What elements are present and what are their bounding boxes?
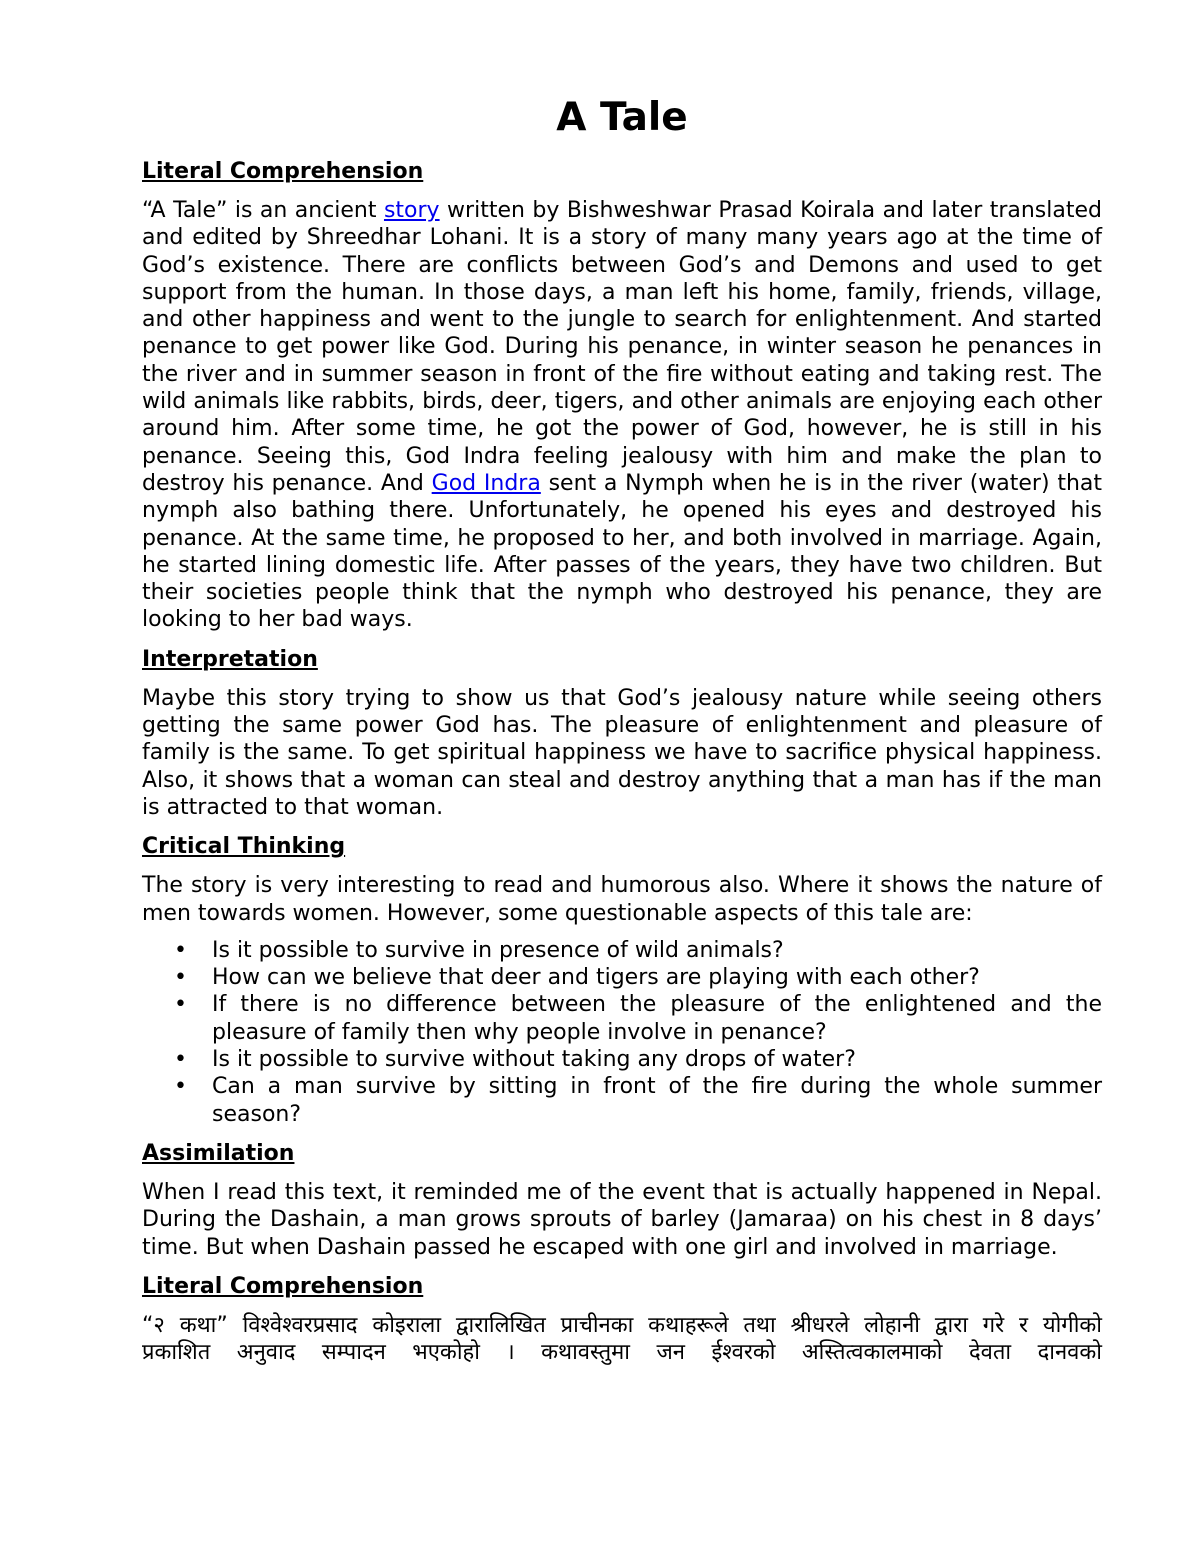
interpretation-paragraph: Maybe this story trying to show us that God’s jealousy nature while seeing others getting the same power God has. The pleasure of enlightenment and pleasure of family is the same. To get spiritual happiness we have to sacrifice physical happiness. Also, it shows that a woman can steal and destroy anything that a man has if the man is attracted to that woman. [142,685,1102,820]
god-indra-link[interactable]: God Indra [431,470,541,496]
bullet-icon: • [174,965,187,991]
section-heading-critical-thinking: Critical Thinking [142,834,346,860]
section-heading-literal: Literal Comprehension [142,159,424,184]
nepali-text-line-1: “२ कथा” विश्वेश्वरप्रसाद कोइराला द्वारालिखित प्राचीनका कथाहरूले तथा श्रीधरले लोहानी द्वारा गरे र योगीको [142,1312,1102,1338]
bullet-icon: • [174,992,187,1018]
list-item: • If there is no difference between the pleasure of the enlightened and the pleasure of family then why people involve in penance? [174,992,1102,1045]
questions-list [142,937,1102,1128]
list-item: • How can we believe that deer and tigers are playing with each other? [174,965,980,991]
literal-text-mid: written by Bishweshwar Prasad Koirala and later translated and edited by Shreedhar Lohani. It is a story of many many years ago at the time of God’s existence. There are conflicts between God’s and Demons and used to get support from the human. In those days, a man left his home, family, friends, village, and other happiness and went to the jungle to search for enlightenment. And started penance to get power like God. During his penance, in winter season he penances in the river and in summer season in front of the fire without eating and taking rest. The wild animals like rabbits, birds, deer, tigers, and other animals are enjoying each other around him. After some time, he got the power of God, however, he is still in his penance. Seeing this, God Indra feeling jealousy with him and make the plan to destroy his penance. And [142,198,1102,496]
nepali-text-line-2: प्रकाशित अनुवाद सम्पादन भएकोहो । कथावस्तुमा जन ईश्वरको अस्तित्वकालमाको देवता दानवको [142,1340,1102,1366]
literal-text-start: “A Tale” is an ancient [142,198,384,223]
bullet-icon: • [174,937,187,963]
list-item: • Is it possible to survive without taking any drops of water? [174,1047,856,1073]
critical-thinking-paragraph: The story is very interesting to read and humorous also. Where it shows the nature of men towards women. However, some questionable aspects of this tale are: [142,873,1102,926]
page-title: A Tale [556,95,688,140]
story-link[interactable]: story [383,198,440,223]
bullet-icon: • [174,1074,187,1100]
assimilation-paragraph: When I read this text, it reminded me of the event that is actually happened in Nepal. During the Dashain, a man grows sprouts of barley (Jamaraa) on his chest in 8 days’ time. But when Dashain passed he escaped with one girl and involved in marriage. [142,1179,1102,1260]
section-heading-assimilation: Assimilation [142,1140,295,1166]
literal-paragraph [142,197,1102,634]
document-body [142,92,1102,1366]
section-heading-interpretation: Interpretation [142,646,318,672]
bullet-icon: • [174,1047,187,1073]
list-item: • Can a man survive by sitting in front of the fire during the whole summer season? [174,1074,1102,1127]
literal-text-end: sent a Nymph when he is in the river (water) that nymph also bathing there. Unfortunately, he opened his eyes and destroyed his penance. At the same time, he proposed to her, and both involved in marriage. Again, he started lining domestic life. After passes of the years, they have two children. But their societies people think that the nymph who destroyed his penance, they are looking to her bad ways. [142,470,1102,633]
section-heading-literal-nepali: Literal Comprehension [142,1273,424,1299]
list-item: • Is it possible to survive in presence of wild animals? [174,937,784,963]
